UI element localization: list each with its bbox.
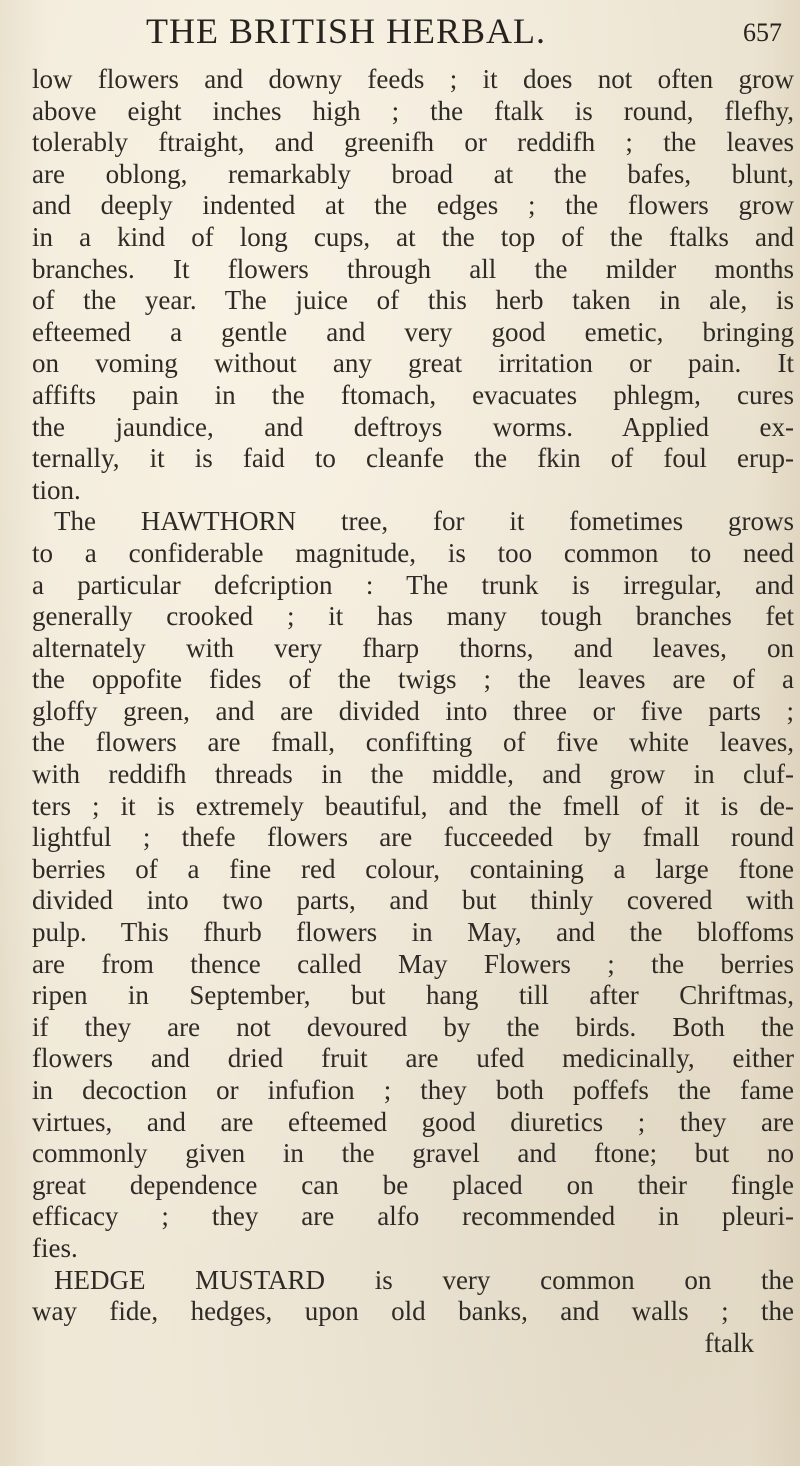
text-line: if they are not devoured by the birds. Both the bbox=[32, 1011, 794, 1042]
text-line: ripen in September, but hang till after Chriftmas, bbox=[32, 980, 794, 1011]
text-line: to a confiderable magnitude, is too common to need bbox=[32, 537, 794, 568]
text-line: ternally, it is faid to cleanfe the fkin of foul erup- bbox=[32, 443, 794, 474]
page-header bbox=[146, 10, 796, 50]
text-line: commonly given in the gravel and ftone; but no bbox=[32, 1138, 794, 1169]
text-line: flowers and dried fruit are ufed medicinally, either bbox=[32, 1043, 794, 1074]
text-line: ters ; it is extremely beautiful, and the fmell of it is de- bbox=[32, 790, 794, 821]
text-line: in a kind of long cups, at the top of the ftalks and bbox=[32, 221, 794, 252]
text-line: branches. It flowers through all the milder months bbox=[32, 253, 794, 284]
text-line: pulp. This fhurb flowers in May, and the bloffoms bbox=[32, 917, 794, 948]
text-line: affifts pain in the ftomach, evacuates phlegm, cures bbox=[32, 379, 794, 410]
text-line: virtues, and are efteemed good diuretics ; they are bbox=[32, 1106, 794, 1137]
text-line: way fide, hedges, upon old banks, and walls ; the bbox=[32, 1296, 794, 1327]
text-line: fies. bbox=[32, 1232, 78, 1263]
text-line: low flowers and downy feeds ; it does not often grow bbox=[32, 64, 794, 94]
text-line: The HAWTHORN tree, for it fometimes grows bbox=[54, 506, 794, 537]
text-line: of the year. The juice of this herb taken in ale, is bbox=[32, 285, 794, 316]
text-line: the flowers are fmall, confifting of five white leaves, bbox=[32, 727, 794, 758]
text-line: alternately with very fharp thorns, and leaves, on bbox=[32, 632, 794, 663]
text-line: divided into two parts, and but thinly covered with bbox=[32, 885, 794, 916]
text-line: tion. bbox=[32, 474, 81, 505]
text-line: the oppofite fides of the twigs ; the leaves are of a bbox=[32, 664, 794, 695]
text-line: on voming without any great irritation or pain. It bbox=[32, 348, 794, 379]
text-line: efficacy ; they are alfo recommended in pleuri- bbox=[32, 1201, 794, 1232]
text-line: are from thence called May Flowers ; the berries bbox=[32, 948, 794, 979]
running-title: THE BRITISH HERBAL. bbox=[146, 11, 546, 51]
text-line: berries of a fine red colour, containing a large ftone bbox=[32, 853, 794, 884]
text-line: HEDGE MUSTARD is very common on the bbox=[54, 1264, 794, 1295]
page-number: 657 bbox=[743, 18, 782, 47]
text-line: a particular defcription : The trunk is irregular, and bbox=[32, 569, 794, 600]
text-line: in decoction or infufion ; they both poffefs the fame bbox=[32, 1075, 794, 1105]
text-line: above eight inches high ; the ftalk is round, flefhy, bbox=[32, 95, 794, 126]
catchword: ftalk bbox=[704, 1327, 754, 1358]
text-line: efteemed a gentle and very good emetic, bringing bbox=[32, 316, 794, 347]
text-line: are oblong, remarkably broad at the bafes, blunt, bbox=[32, 158, 794, 189]
text-line: with reddifh threads in the middle, and grow in cluf- bbox=[32, 759, 794, 790]
text-line: and deeply indented at the edges ; the flowers grow bbox=[32, 190, 794, 221]
text-line: lightful ; thefe flowers are fucceeded by fmall round bbox=[32, 822, 794, 853]
body-text bbox=[32, 64, 794, 1359]
text-line: tolerably ftraight, and greenifh or reddifh ; the leaves bbox=[32, 127, 794, 158]
text-line: generally crooked ; it has many tough branches fet bbox=[32, 601, 794, 632]
text-line: great dependence can be placed on their fingle bbox=[32, 1169, 794, 1200]
text-line: gloffy green, and are divided into three or five parts ; bbox=[32, 695, 794, 726]
text-line: the jaundice, and deftroys worms. Applied ex- bbox=[32, 411, 794, 442]
